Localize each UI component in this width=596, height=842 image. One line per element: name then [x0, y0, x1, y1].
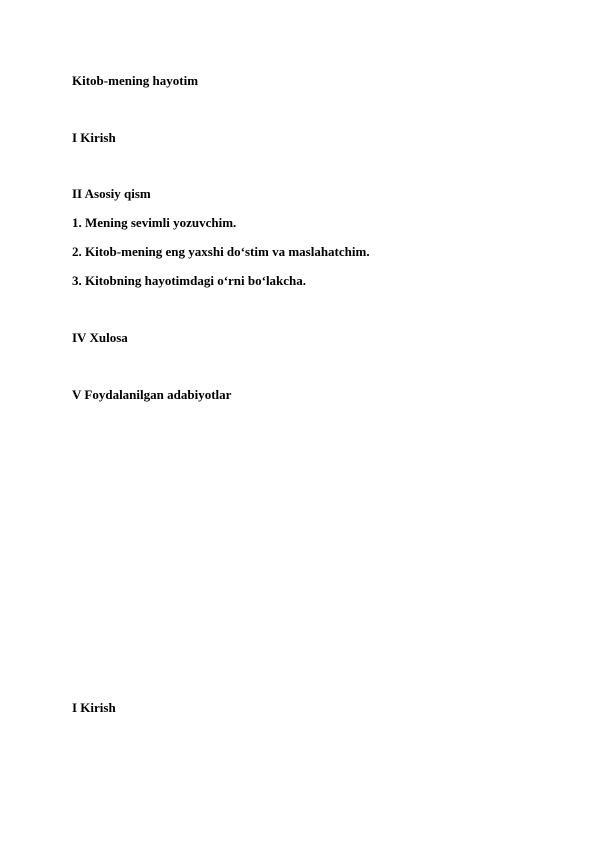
heading-intro: I Kirish: [72, 130, 116, 145]
heading-main: II Asosiy qism: [72, 186, 151, 201]
main-item-3: 3. Kitobning hayotimdagi o‘rni bo‘lakcha.: [72, 273, 307, 288]
heading-conclusion: IV Xulosa: [72, 330, 128, 345]
main-item-1: 1. Mening sevimli yozuvchim.: [72, 215, 237, 230]
main-item-2: 2. Kitob-mening eng yaxshi do‘stim va maslahatchim.: [72, 244, 370, 259]
document-title: Kitob-mening hayotim: [72, 73, 199, 88]
heading-references: V Foydalanilgan adabiyotlar: [72, 387, 232, 402]
heading-intro-body: I Kirish: [72, 700, 116, 715]
